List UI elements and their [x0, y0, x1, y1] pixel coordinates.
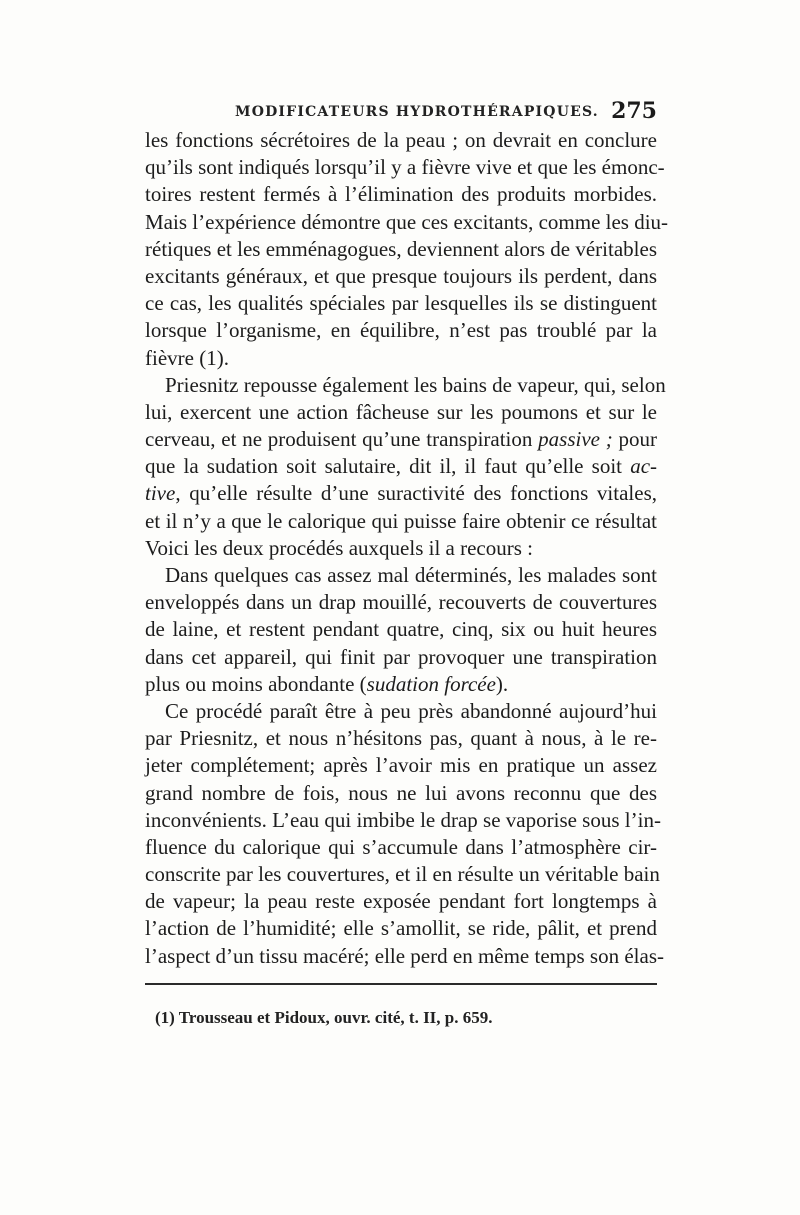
- text-line: dans cet appareil, qui finit par provoquer une transpiration: [145, 644, 657, 669]
- italic-run: passive ;: [538, 427, 613, 452]
- text-line: [145, 480, 657, 507]
- text-run: cerveau, et ne produisent qu’une transpiration: [145, 427, 533, 452]
- text-line: grand nombre de fois, nous ne lui avons reconnu que des: [145, 780, 657, 805]
- text-line: les fonctions sécrétoires de la peau ; on devrait en conclure: [145, 128, 657, 152]
- text-run: plus ou moins abondante (: [145, 671, 367, 696]
- text-line: lorsque l’organisme, en équilibre, n’est pas troublé par la: [145, 318, 657, 343]
- text-line: fièvre (1).: [145, 345, 229, 370]
- text-line: et il n’y a que le calorique qui puisse faire obtenir ce résultat: [145, 508, 657, 533]
- body-text: [145, 127, 669, 970]
- text-run: pour: [618, 427, 657, 452]
- footnote: (1) Trousseau et Pidoux, ouvr. cité, t. II, p. 659.: [155, 1008, 493, 1027]
- text-line: fluence du calorique qui s’accumule dans l’atmosphère cir-: [145, 834, 657, 859]
- text-line: Priesnitz repousse également les bains de vapeur, qui, selon: [165, 372, 666, 397]
- text-line: enveloppés dans un drap mouillé, recouverts de couvertures: [145, 590, 657, 615]
- page-header: [145, 98, 657, 126]
- text-line: de vapeur; la peau reste exposée pendant fort longtemps à: [145, 889, 657, 914]
- running-head: MODIFICATEURS HYDROTHÉRAPIQUES.: [235, 104, 599, 120]
- text-line: excitants généraux, et que presque toujours ils perdent, dans: [145, 263, 657, 288]
- text-line: l’aspect d’un tissu macéré; elle perd en même temps son élas-: [145, 943, 664, 968]
- text-line: toires restent fermés à l’élimination des produits morbides.: [145, 182, 657, 207]
- page-number: 275: [611, 98, 657, 124]
- text-run: que la sudation soit salutaire, dit il, il faut qu’elle soit: [145, 454, 623, 479]
- text-line: [145, 426, 657, 453]
- footnote-rule: [145, 983, 657, 985]
- text-run: , qu’elle résulte d’une suractivité des fonctions vitales,: [175, 481, 657, 506]
- text-line: conscrite par les couvertures, et il en résulte un véritable bain: [145, 862, 660, 887]
- text-line: qu’ils sont indiqués lorsqu’il y a fièvre vive et que les émonc-: [145, 155, 665, 180]
- text-line: [145, 671, 657, 698]
- text-run: ).: [495, 671, 509, 696]
- text-line: inconvénients. L’eau qui imbibe le drap se vaporise sous l’in-: [145, 807, 661, 832]
- text-line: l’action de l’humidité; elle s’amollit, se ride, pâlit, et prend: [145, 916, 657, 941]
- text-line: ce cas, les qualités spéciales par lesquelles ils se distinguent: [145, 291, 657, 316]
- text-line: [145, 453, 657, 480]
- text-line: par Priesnitz, et nous n’hésitons pas, quant à nous, à le re-: [145, 726, 657, 751]
- italic-run: ac-: [630, 454, 658, 479]
- text-line: rétiques et les emménagogues, deviennent alors de véritables: [145, 236, 657, 261]
- italic-run: sudation forcée: [366, 671, 496, 696]
- text-line: Voici les deux procédés auxquels il a recours :: [145, 535, 533, 560]
- text-line: Mais l’expérience démontre que ces excitants, comme les diu-: [145, 209, 669, 234]
- text-line: de laine, et restent pendant quatre, cinq, six ou huit heures: [145, 617, 657, 642]
- text-line: jeter complétement; après l’avoir mis en pratique un assez: [145, 753, 657, 778]
- text-line: Ce procédé paraît être à peu près abandonné aujourd’hui: [165, 698, 657, 723]
- italic-run: tive: [145, 481, 176, 506]
- text-line: lui, exercent une action fâcheuse sur les poumons et sur le: [145, 399, 657, 424]
- text-line: Dans quelques cas assez mal déterminés, les malades sont: [165, 563, 657, 587]
